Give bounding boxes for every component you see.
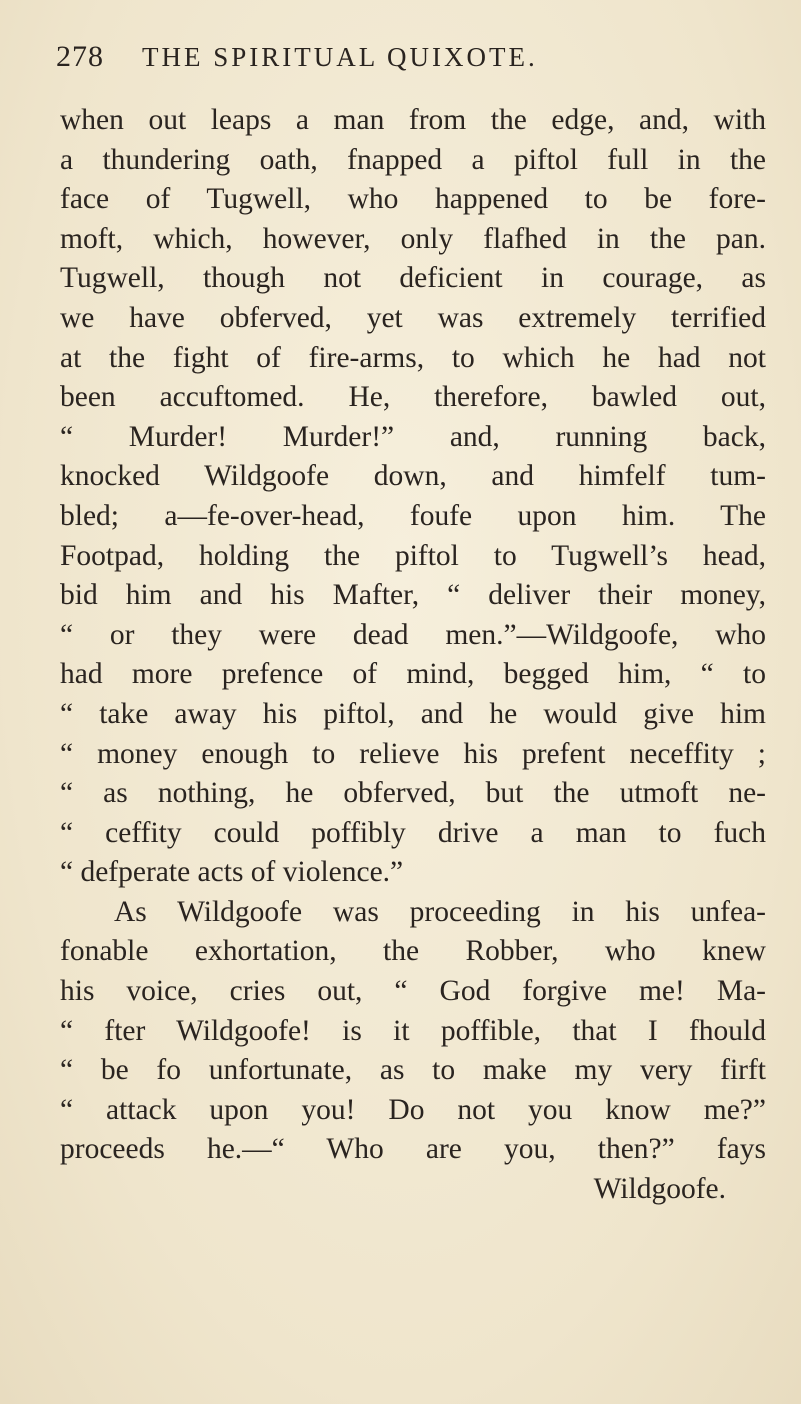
text-line: had more prefence of mind, begged him, “ to — [60, 658, 766, 691]
text-line: “ attack upon you! Do not you know me?” — [60, 1093, 766, 1126]
page-number: 278 — [56, 40, 104, 73]
running-title: THE SPIRITUAL QUIXOTE. — [142, 42, 538, 72]
text-line: bid him and his Mafter, “ deliver their money, — [60, 579, 766, 612]
text-line: when out leaps a man from the edge, and, with — [60, 104, 766, 136]
text-line: a thundering oath, fnapped a piftol full in the — [60, 143, 766, 176]
text-line: been accuftomed. He, therefore, bawled out, — [60, 381, 766, 414]
text-line: “ Murder! Murder!” and, running back, — [60, 420, 766, 453]
text-line: proceeds he.—“ Who are you, then?” fays — [60, 1133, 766, 1166]
text-line: “ be fo unfortunate, as to make my very firft — [60, 1054, 766, 1087]
body-text — [60, 101, 766, 1210]
catchword-line: Wildgoofe. — [593, 1173, 726, 1206]
page-header — [56, 40, 756, 88]
text-line: “ money enough to relieve his prefent neceffity ; — [60, 737, 766, 770]
text-line: at the fight of fire-arms, to which he had not — [60, 341, 766, 374]
text-line: moft, which, however, only flafhed in the pan. — [60, 222, 766, 255]
text-line: “ or they were dead men.”—Wildgoofe, who — [60, 618, 766, 651]
text-line: “ defperate acts of violence.” — [60, 856, 404, 889]
text-line: “ take away his piftol, and he would give him — [60, 697, 766, 730]
text-line: As Wildgoofe was proceeding in his unfea- — [114, 895, 766, 928]
text-line: “ ceffity could poffibly drive a man to fuch — [60, 816, 766, 849]
text-line: “ as nothing, he obferved, but the utmoft ne- — [60, 777, 766, 810]
text-line: bled; a—fe-over-head, foufe upon him. The — [60, 499, 766, 532]
text-line: his voice, cries out, “ God forgive me! Ma- — [60, 975, 766, 1008]
text-line: Footpad, holding the piftol to Tugwell’s head, — [60, 539, 766, 572]
text-line: “ fter Wildgoofe! is it poffible, that I fhould — [60, 1014, 766, 1047]
text-line: knocked Wildgoofe down, and himfelf tum- — [60, 460, 766, 493]
text-line: fonable exhortation, the Robber, who knew — [60, 935, 766, 968]
text-line: Tugwell, though not deficient in courage, as — [60, 262, 766, 295]
text-line: face of Tugwell, who happened to be fore- — [60, 183, 766, 216]
text-line: we have obferved, yet was extremely terrified — [60, 301, 766, 334]
